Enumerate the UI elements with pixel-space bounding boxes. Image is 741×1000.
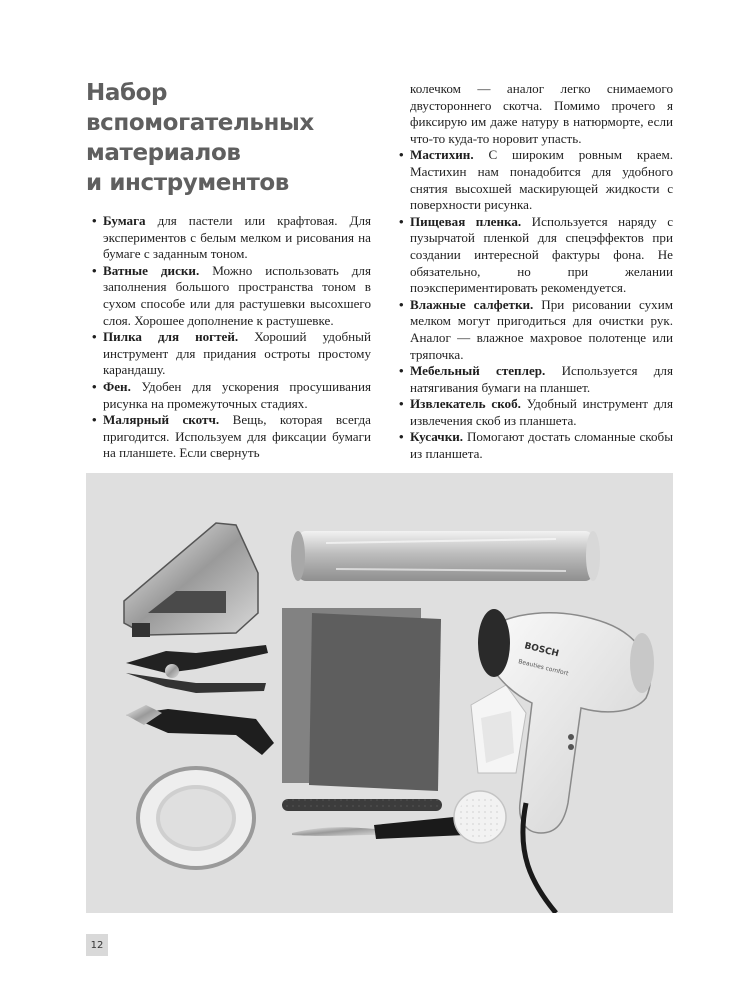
nail-file	[282, 799, 442, 811]
item-text: для пастели или крафтовая. Для экспериментов с белым мелком и рисования на бумаге с заданным тоном.	[103, 213, 371, 262]
item-term: Мастихин.	[410, 147, 474, 163]
cotton-pad	[454, 791, 506, 843]
list-item	[90, 329, 371, 379]
item-text: Удобен для ускорения просушивания рисунка на промежуточных стадиях.	[103, 378, 371, 411]
item-text: колечком — аналог легко снимаемого двустороннего скотча. Помимо прочего я фиксирую им даже натуру в натюрморте, если что-то куда-то норовит упасть.	[410, 81, 673, 146]
list-item	[90, 412, 371, 462]
heading-line: материалов	[86, 140, 241, 166]
tools-photo	[86, 473, 673, 913]
item-term: Мебельный степлер.	[410, 363, 546, 379]
list-item	[397, 396, 673, 429]
item-text: Можно использовать для заполнения большого пространства тоном в сухом способе или для растушевки высохшего слоя. Хорошее дополнение к растушевке.	[103, 262, 371, 328]
page-number: 12	[86, 934, 108, 956]
item-text: С широким ровным краем. Мастихин нам понадобится для удобного снятия высохшей маскирующей жидкости с поверхности рисунка.	[410, 147, 673, 213]
item-term: Извлекатель скоб.	[410, 396, 521, 412]
item-term: Ватные диски.	[103, 262, 200, 278]
masking-tape	[138, 768, 254, 868]
dryer-brand-label: BOSCH	[523, 641, 560, 660]
list-item	[90, 263, 371, 329]
list-item	[397, 363, 673, 396]
item-text: При рисовании сухим мелком могут пригодиться для очистки рук. Аналог — влажное махровое полотенце или тряпочка.	[410, 296, 673, 362]
item-text: Помогают достать сломанные скобы из планшета.	[410, 429, 673, 462]
list-item	[397, 297, 673, 363]
item-term: Влажные салфетки.	[410, 296, 534, 312]
item-term: Кусачки.	[410, 429, 464, 445]
item-term: Бумага	[103, 213, 146, 228]
item-term: Пищевая пленка.	[410, 213, 522, 229]
item-term: Пилка для ногтей.	[103, 329, 239, 345]
item-term: Малярный скотч.	[103, 412, 220, 428]
item-text: Используется наряду с пузырчатой пленкой для спецэффектов при создании интересной фактуры фона. Не обязательно, но при желании поэкспериментировать рекомендуется.	[410, 213, 674, 296]
item-term: Фен.	[103, 378, 131, 394]
cling-film-roll	[291, 531, 600, 581]
list-item	[397, 429, 673, 462]
materials-list-left	[90, 213, 371, 462]
section-heading	[86, 78, 386, 198]
list-item	[90, 379, 371, 412]
dryer-model-label: Beauties comfort	[517, 658, 570, 678]
list-item	[397, 214, 673, 297]
list-item	[90, 213, 371, 263]
heading-line: вспомогательных	[86, 110, 314, 136]
item-text: Удобный инструмент для извлечения скоб из планшета.	[410, 396, 673, 428]
item-text: Используется для натягивания бумаги на планшет.	[410, 363, 673, 395]
list-item-continuation	[397, 81, 673, 147]
materials-list-right	[397, 81, 673, 463]
heading-line: Набор	[86, 80, 168, 106]
list-item	[397, 147, 673, 213]
item-text: Хороший удобный инструмент для придания остроты простому карандашу.	[103, 329, 371, 378]
item-text: Вещь, которая всегда пригодится. Используем для фиксации бумаги на планшете. Если свернуть	[103, 412, 371, 461]
paper-sheets	[282, 608, 441, 791]
heading-line: и инструментов	[86, 170, 289, 196]
